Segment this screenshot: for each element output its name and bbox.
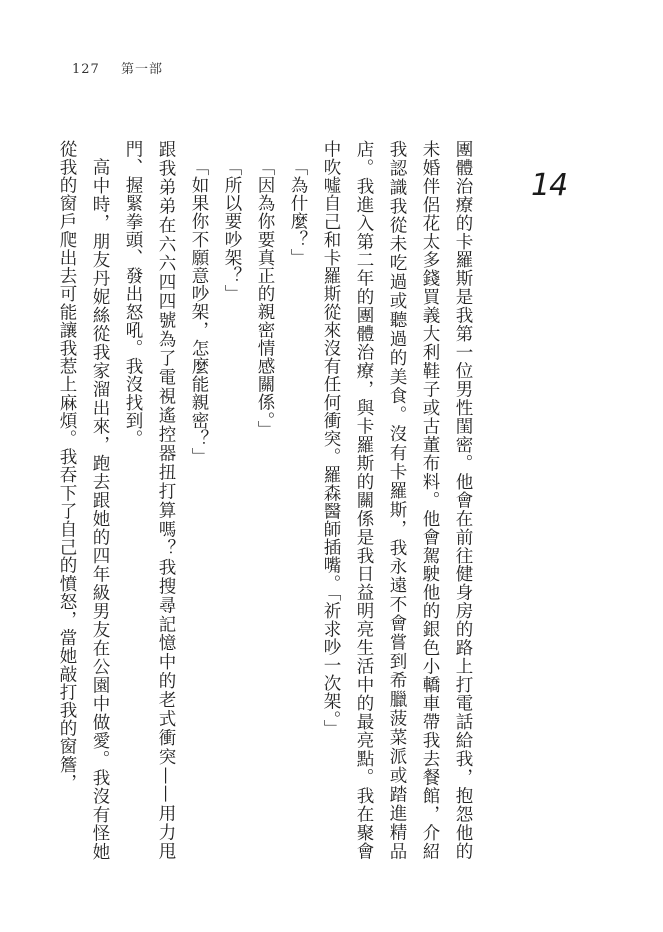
- paragraph-remote-control: 跟我弟弟在六六四四號為了電視遙控器扭打算嗎？我搜尋記憶中的老式衝突——用力甩門、握緊拳頭、發出怒吼。我沒找到。: [123, 140, 176, 860]
- chapter-number: 14: [531, 168, 568, 203]
- dialogue-intimacy: 「因為你要真正的親密情感關係。」: [255, 157, 275, 439]
- dialogue-if-unwilling: 「如果你不願意吵架，怎麼能親密？」: [189, 157, 209, 466]
- running-header: [72, 58, 163, 77]
- paragraph-carlos-friendship: 團體治療的卡羅斯是我第一位男性閨密。他會在前往健身房的路上打電話給我，抱怨他的未婚伴侶花太多錢買義大利鞋子或古董布料。他會駕駛他的銀色小轎車帶我去餐館，介紹我認識我從未吃過或聽過的美食。沒有卡羅斯，我永遠不會嘗到希臘菠菜派或踏進精品店。我進入第二年的團體治療，與卡羅斯的關係是我日益明亮生活中的最亮點。我在聚會中吹噓自己和卡羅斯從來沒有任何衝突。羅森醫師插嘴。「祈求吵一次架。」: [321, 140, 473, 860]
- dialogue-why: 「為什麼？」: [288, 157, 308, 267]
- paragraph-high-school: 高中時，朋友丹妮絲從我家溜出來，跑去跟她的四年級男友在公園中做愛。我沒有怪她從我的窗戶爬出去可能讓我惹上麻煩。我吞下了自己的憤怒，當她敲打我的窗簷，: [57, 140, 110, 860]
- part-title: 第一部: [120, 62, 163, 77]
- page-number: 127: [72, 62, 100, 77]
- body-text: [50, 140, 479, 860]
- dialogue-so-fight: 「所以要吵架？」: [222, 157, 242, 303]
